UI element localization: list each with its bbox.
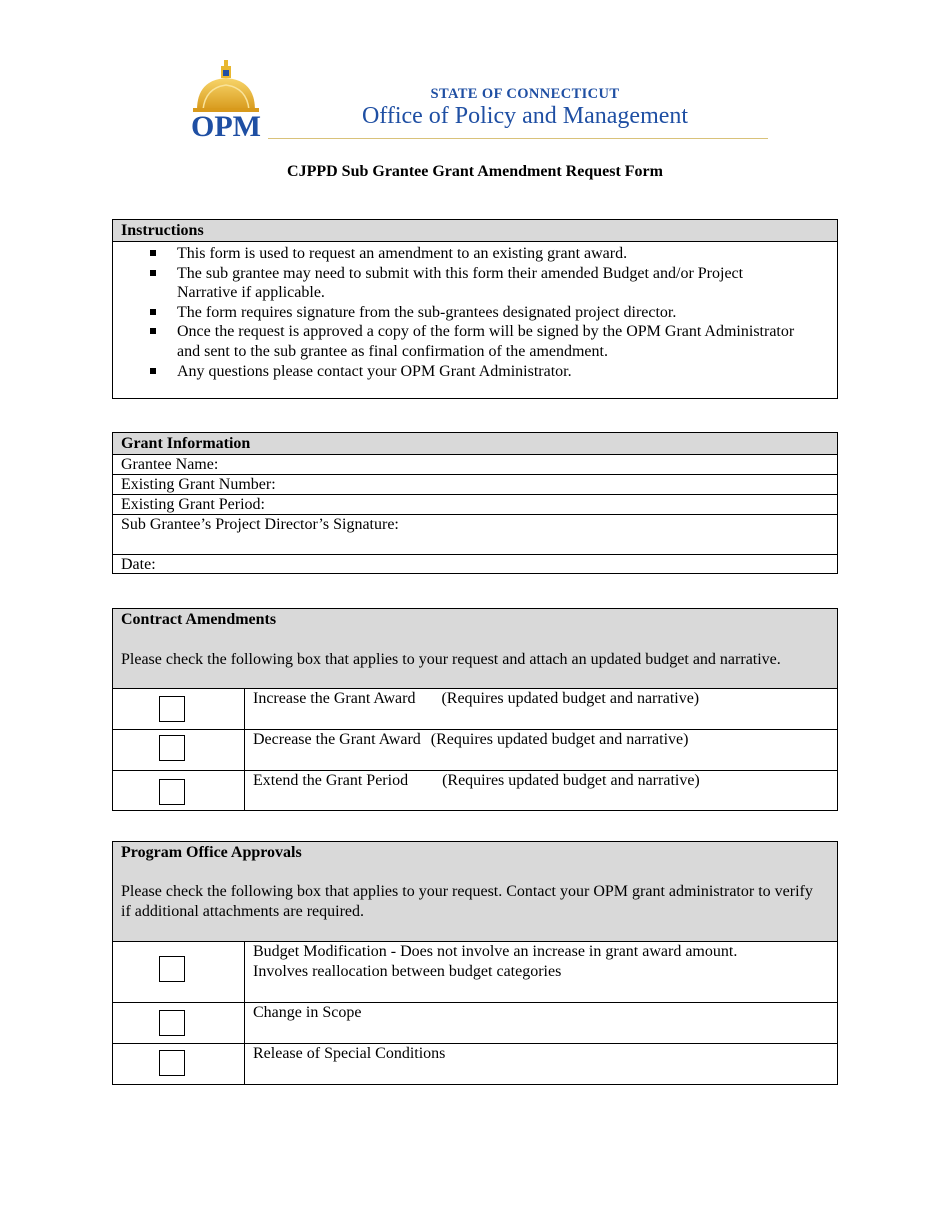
bullet-icon [150, 328, 156, 334]
bullet-icon [150, 309, 156, 315]
contract-amendments-instruction: Please check the following box that applies to your request and attach an updated budget and narrative. [121, 651, 781, 668]
grant-info-title: Grant Information [113, 433, 837, 454]
increase-award-checkbox[interactable] [159, 696, 185, 722]
opm-dome-logo [183, 58, 273, 140]
program-approvals-title: Program Office Approvals [121, 844, 302, 861]
table-row [113, 688, 837, 729]
table-row [113, 941, 837, 1002]
program-approvals-box [112, 841, 838, 1085]
table-row [113, 1002, 837, 1043]
extend-period-checkbox[interactable] [159, 779, 185, 805]
option-description: Extend the Grant Period (Requires updated budget and narrative) [253, 772, 700, 789]
instructions-box [112, 219, 838, 399]
checkbox-cell [113, 1044, 245, 1084]
option-description: Release of Special Conditions [253, 1045, 446, 1062]
signature-field[interactable]: Sub Grantee’s Project Director’s Signature: [113, 514, 837, 554]
bullet-icon [150, 270, 156, 276]
option-description: Change in Scope [253, 1004, 362, 1021]
checkbox-cell [113, 689, 245, 729]
bullet-icon [150, 368, 156, 374]
table-row [113, 1043, 837, 1084]
grantee-name-field[interactable]: Grantee Name: [113, 454, 837, 474]
instructions-list [113, 242, 837, 381]
header-rule [268, 138, 768, 139]
table-row [113, 770, 837, 810]
contract-amendments-title: Contract Amendments [121, 611, 277, 628]
program-approvals-instruction: Please check the following box that applies to your request. Contact your OPM grant administrator to verify if additional attachments are required. [121, 883, 813, 920]
grant-information-box [112, 432, 838, 574]
change-scope-checkbox[interactable] [159, 1010, 185, 1036]
list-item: Any questions please contact your OPM Grant Administrator. [113, 362, 837, 382]
grant-number-field[interactable]: Existing Grant Number: [113, 474, 837, 494]
office-name: Office of Policy and Management [361, 103, 689, 129]
contract-amendments-header [113, 609, 837, 688]
logo-text: OPM [191, 110, 261, 140]
header-text [280, 86, 770, 129]
option-description: Increase the Grant Award (Requires updated budget and narrative) [253, 690, 700, 707]
program-approvals-header [113, 842, 837, 941]
bullet-icon [150, 250, 156, 256]
checkbox-cell [113, 1003, 245, 1043]
contract-amendments-box [112, 608, 838, 811]
list-item: Once the request is approved a copy of the form will be signed by the OPM Grant Administrator and sent to the sub grantee as final confirmation of the amendment. [113, 322, 837, 361]
checkbox-cell [113, 771, 245, 810]
instructions-title: Instructions [113, 220, 837, 242]
date-field[interactable]: Date: [113, 554, 837, 574]
checkbox-cell [113, 730, 245, 770]
budget-modification-checkbox[interactable] [159, 956, 185, 982]
release-conditions-checkbox[interactable] [159, 1050, 185, 1076]
list-item: This form is used to request an amendment to an existing grant award. [113, 244, 837, 264]
checkbox-cell [113, 942, 245, 1002]
option-description: Decrease the Grant Award (Requires updated budget and narrative) [253, 731, 689, 748]
option-description: Budget Modification - Does not involve an increase in grant award amount. Involves reallocation between budget categories [253, 943, 738, 980]
table-row [113, 729, 837, 770]
list-item: The form requires signature from the sub-grantees designated project director. [113, 303, 837, 323]
list-item: The sub grantee may need to submit with this form their amended Budget and/or Project Narrative if applicable. [113, 264, 837, 303]
form-title: CJPPD Sub Grantee Grant Amendment Request Form [287, 163, 663, 180]
grant-period-field[interactable]: Existing Grant Period: [113, 494, 837, 514]
state-name: STATE OF CONNECTICUT [430, 86, 620, 102]
decrease-award-checkbox[interactable] [159, 735, 185, 761]
